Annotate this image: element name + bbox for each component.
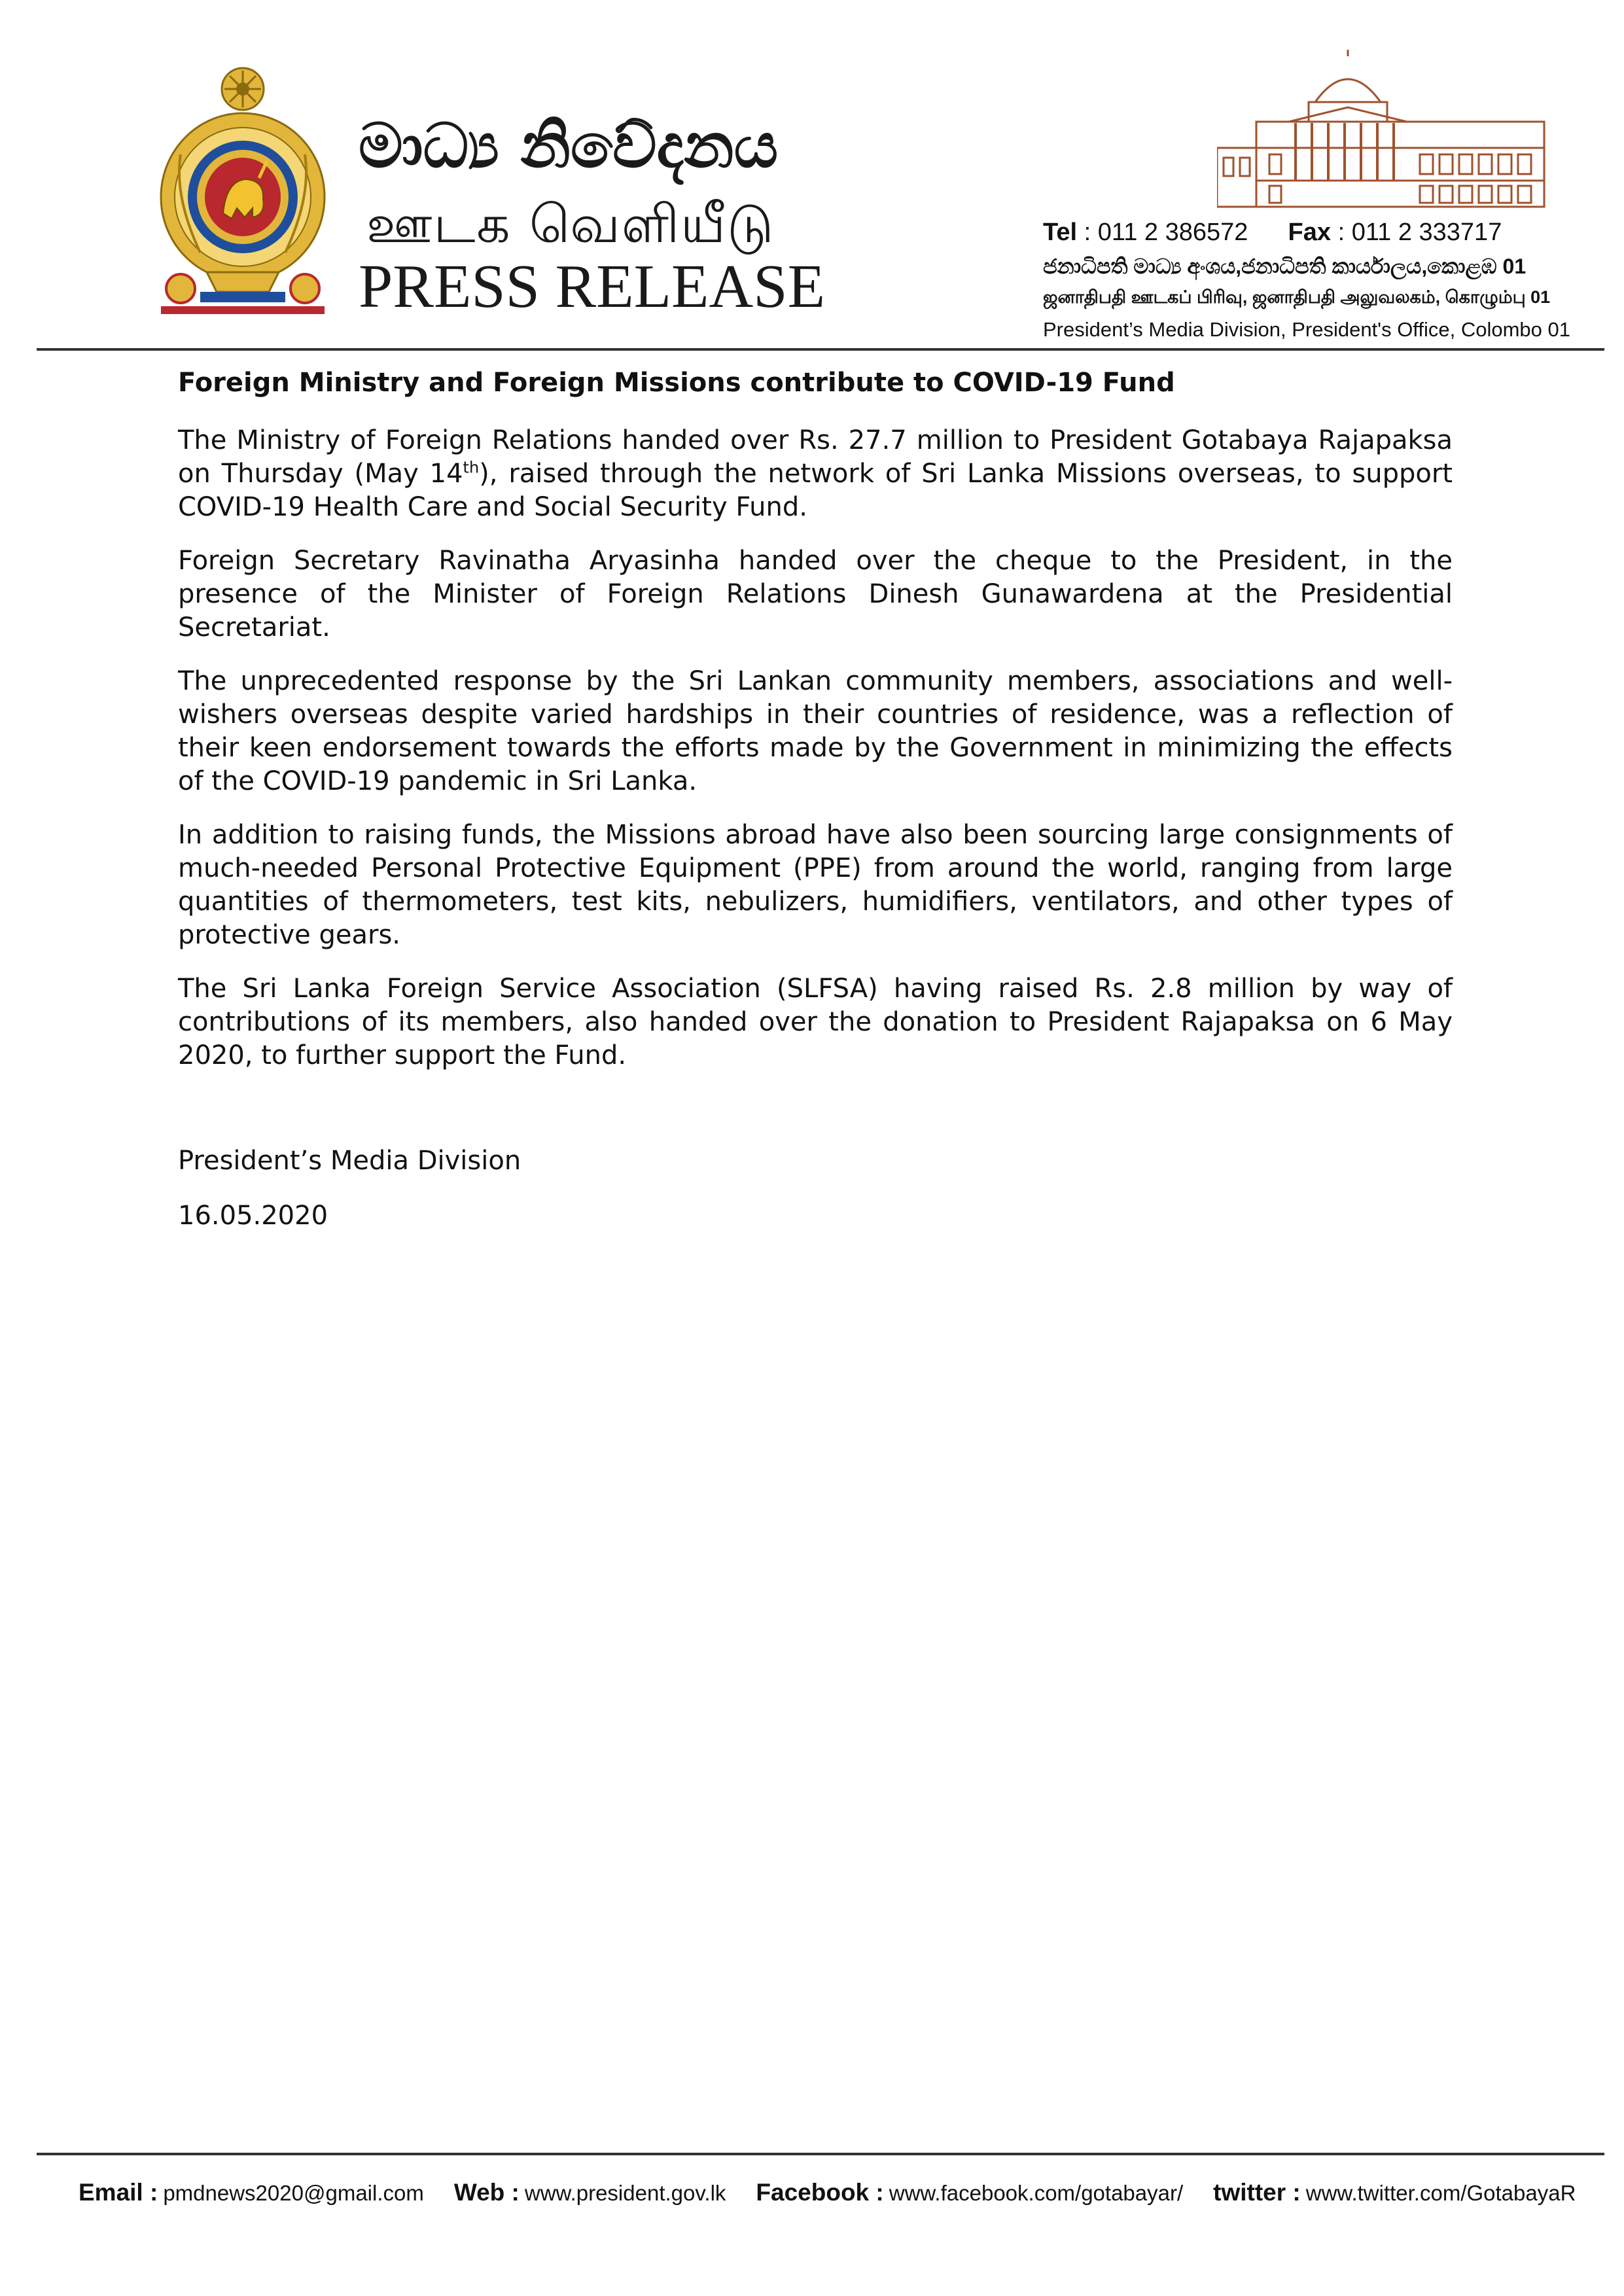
address-english: President’s Media Division, President's Office, Colombo 01 — [1043, 318, 1570, 341]
contact-block — [1043, 219, 1580, 342]
web-label: Web : — [453, 2179, 520, 2206]
fax-label: Fax — [1288, 219, 1332, 246]
sri-lanka-emblem — [154, 63, 331, 318]
paragraph-4: In addition to raising funds, the Missions abroad have also been sourcing large consignments of much-needed Personal Protective Equipment (PPE) from around the world, ranging from large quantities of thermometers, test kits, nebulizers, humidifiers, ventilators, and other types of protective gears. — [178, 820, 1453, 950]
footer-contacts — [79, 2179, 1610, 2206]
email-label: Email : — [79, 2179, 158, 2206]
footer-divider — [37, 2153, 1604, 2155]
ordinal-suffix: th — [463, 458, 480, 477]
paragraph-5: The Sri Lanka Foreign Service Association (SLFSA) having raised Rs. 2.8 million by way of contributions of its members, also handed over the donation to President Rajapaksa on 6 May 2020, to further support the Fund. — [178, 974, 1453, 1070]
header-divider — [37, 348, 1604, 351]
web-link[interactable]: www.president.gov.lk — [524, 2181, 726, 2205]
signoff: President’s Media Division — [178, 1146, 521, 1176]
twitter-label: twitter : — [1213, 2179, 1301, 2206]
footer-web — [454, 2179, 726, 2206]
presidential-secretariat-building — [1217, 50, 1557, 213]
paragraph-1-part-2: ), raised through the network of Sri Lanka Missions overseas, to support COVID-19 Health Care and Social Security Fund. — [178, 459, 1453, 522]
tel-value: : 011 2 386572 — [1084, 219, 1248, 246]
facebook-link[interactable]: www.facebook.com/gotabayar/ — [889, 2181, 1184, 2205]
footer-email — [79, 2179, 424, 2206]
paragraph-1-part-1: The Ministry of Foreign Relations handed over Rs. 27.7 million to President Gotabaya Rajapaksa on Thursday (May 14 — [178, 425, 1453, 489]
paragraph-2: Foreign Secretary Ravinatha Aryasinha handed over the cheque to the President, in the presence of the Minister of Foreign Relations Dinesh Gunawardena at the Presidential Secretariat. — [178, 546, 1453, 643]
title-english: PRESS RELEASE — [359, 253, 825, 321]
press-release-body — [178, 366, 1453, 1232]
title-tamil: ஊடக வெளியீடு — [366, 194, 775, 255]
paragraph-1 — [178, 424, 1453, 524]
paragraph-3: The unprecedented response by the Sri Lankan community members, associations and well-wishers overseas despite varied hardships in their countries of residence, was a reflection of their keen endorsement towards the efforts made by the Government in minimizing the effects of the COVID-19 pandemic in Sri Lanka. — [178, 666, 1453, 796]
address-sinhala: ජනාධිපති මාධ්‍ය අංශය,ජනාධිපති කාර්යාලය,කොළඹ 01 — [1043, 255, 1527, 278]
tel-label: Tel — [1043, 219, 1078, 246]
title-sinhala: මාධ්‍ය නිවේදනය — [359, 110, 779, 182]
address-tamil: ஜனாதிபதி ஊடகப் பிரிவு, ஜனாதிபதி அலுவலகம், கொழும்பு 01 — [1043, 287, 1551, 307]
footer-twitter — [1213, 2179, 1576, 2206]
phone-fax-line — [1043, 219, 1580, 247]
footer-facebook — [756, 2179, 1183, 2206]
release-date: 16.05.2020 — [178, 1201, 328, 1231]
twitter-link[interactable]: www.twitter.com/GotabayaR — [1305, 2181, 1576, 2205]
facebook-label: Facebook : — [756, 2179, 884, 2206]
email-link[interactable]: pmdnews2020@gmail.com — [163, 2181, 424, 2205]
headline: Foreign Ministry and Foreign Missions contribute to COVID-19 Fund — [178, 368, 1175, 398]
fax-value: : 011 2 333717 — [1337, 219, 1502, 246]
